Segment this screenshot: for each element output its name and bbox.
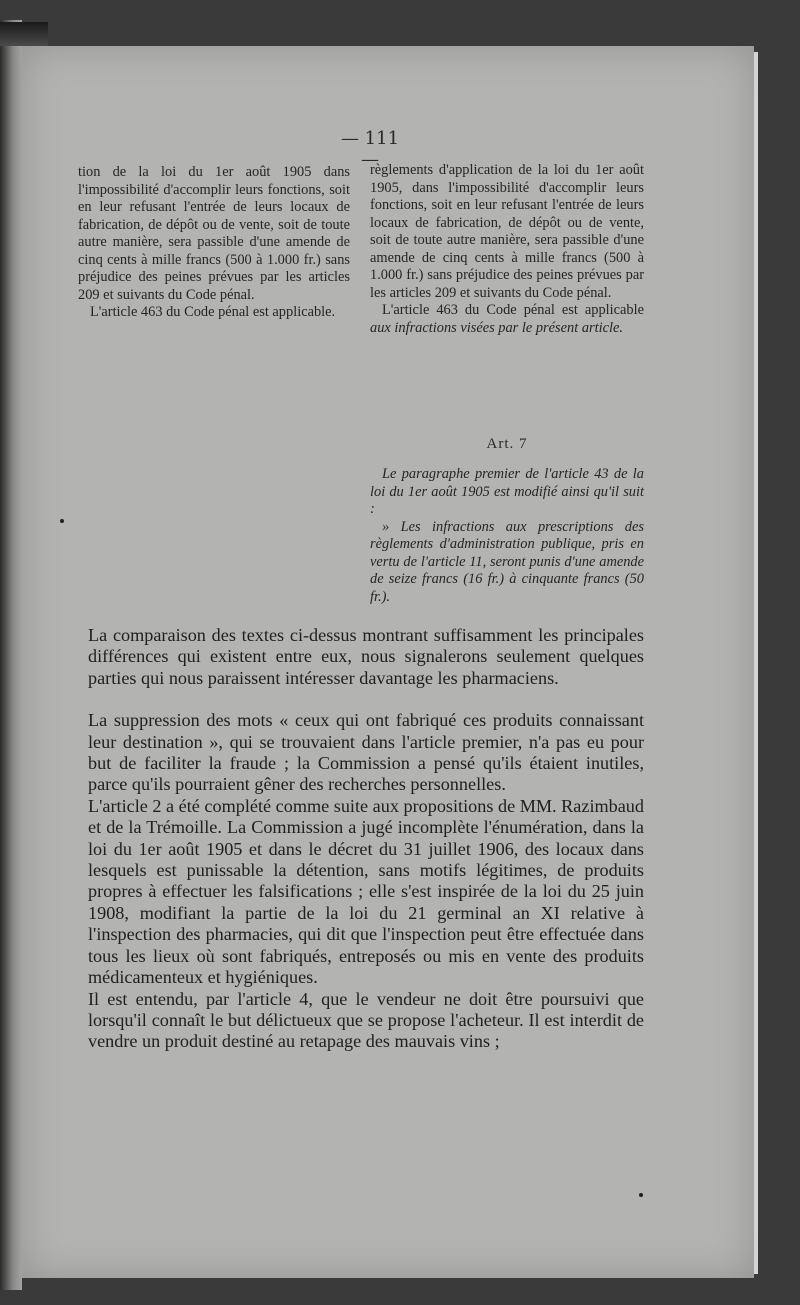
page-edge [754, 52, 758, 1274]
page-number: — 111 — [340, 128, 400, 170]
article-quote: » Les infractions aux prescriptions des règlements d'administration publique, pris en vertu de l'article 11, seront punis d'une amende de seize francs (16 fr.) à cinquante francs (50 fr.). [370, 518, 644, 605]
left-paragraph: tion de la loi du 1er août 1905 dans l'impossibilité d'accomplir leurs fonctions, soit en leur refusant l'entrée de leurs locaux de fabrication, de dépôt ou de vente, soit de toute autre manière, sera passible d'une amende de cinq cents à mille francs (500 à 1.000 fr.) sans préjudice des peines prévues par les articles 209 et suivants du Code pénal. [78, 164, 350, 303]
scan-speck [60, 519, 64, 523]
previous-page-edge [0, 20, 22, 1290]
body-paragraph: Il est entendu, par l'article 4, que le vendeur ne doit être poursuivi que lorsqu'il connaît le but délictueux que se propose l'acheteur. Il est interdit de vendre un produit destiné au retapage des mauvais vins ; [88, 988, 644, 1052]
right-paragraph-2 [370, 302, 644, 337]
right-paragraph-2-italic: aux infractions visées par le présent article. [370, 319, 623, 336]
article-intro: Le paragraphe premier de l'article 43 de la loi du 1er août 1905 est modifié ainsi qu'il suit : [370, 466, 644, 517]
right-column [370, 162, 644, 337]
right-paragraph-2-start: L'article 463 du Code pénal est applicable [382, 302, 644, 318]
right-paragraph: règlements d'application de la loi du 1er août 1905, dans l'impossibilité d'accomplir leurs fonctions, soit en leur refusant l'entrée de leurs locaux de fabrication, de dépôt ou de vente, soit de toute autre manière, sera passible d'une amende de cinq cents à mille francs (500 à 1.000 fr.) sans préjudice des peines prévues par les articles 209 et suivants du Code pénal. [370, 162, 644, 301]
scan-speck [639, 1193, 643, 1197]
body-text [88, 625, 644, 1053]
left-paragraph: L'article 463 du Code pénal est applicable. [90, 304, 336, 320]
body-paragraph: La comparaison des textes ci-dessus montrant suffisamment les principales différences qui existent entre eux, nous signalerons seulement quelques parties qui nous paraissent intéresser davantage les pharmaciens. [88, 625, 644, 688]
body-paragraph: L'article 2 a été complété comme suite aux propositions de MM. Razimbaud et de la Trémoille. La Commission a jugé incomplète l'énumération, dans la loi du 1er août 1905 et dans le décret du 31 juillet 1906, des locaux dans lesquels est punissable la détention, sans motifs légitimes, de produits propres à effectuer les falsifications ; elle s'est inspirée de la loi du 25 juin 1908, modifiant la partie de la loi du 21 germinal an XI relative à l'inspection des pharmacies, qui dit que l'inspection peut être effectuée dans tous les lieux où sont fabriqués, entreposés ou mis en vente des produits médicamenteux et hygiéniques. [88, 795, 644, 988]
article-heading: Art. 7 [486, 436, 528, 452]
binding-clip [0, 22, 48, 46]
left-column [78, 164, 350, 322]
body-paragraph: La suppression des mots « ceux qui ont fabriqué ces produits connaissant leur destination », qui se trouvaient dans l'article premier, n'a pas eu pour but de faciliter la fraude ; la Commission a pensé qu'ils étaient inutiles, parce qu'ils pourraient gêner des recherches personnelles. [88, 710, 644, 795]
article-text [370, 466, 644, 606]
